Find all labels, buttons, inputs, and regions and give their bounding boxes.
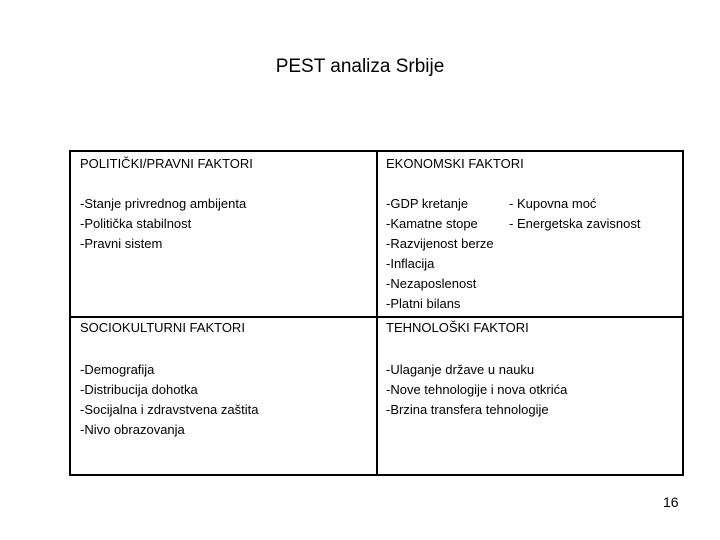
list-item: -Nivo obrazovanja (80, 422, 185, 437)
slide-title: PEST analiza Srbije (275, 56, 445, 77)
list-item: -Kamatne stope (386, 216, 478, 231)
list-item: -Politička stabilnost (80, 216, 192, 231)
list-item: -GDP kretanje (386, 196, 469, 211)
list-item: - Kupovna moć (509, 196, 597, 211)
page-number: 16 (663, 494, 679, 510)
technological-heading: TEHNOLOŠKI FAKTORI (386, 320, 529, 335)
list-item: -Socijalna i zdravstvena zaštita (80, 402, 259, 417)
column-divider (376, 152, 378, 474)
list-item: -Razvijenost berze (386, 236, 494, 251)
list-item: -Platni bilans (386, 296, 461, 311)
list-item: -Ulaganje države u nauku (386, 362, 535, 377)
list-item: -Demografija (80, 362, 155, 377)
list-item: -Stanje privrednog ambijenta (80, 196, 247, 211)
pest-table (69, 150, 684, 476)
sociocultural-heading: SOCIOKULTURNI FAKTORI (80, 320, 245, 335)
list-item: -Brzina transfera tehnologije (386, 402, 549, 417)
list-item: -Distribucija dohotka (80, 382, 198, 397)
sociocultural-list (80, 360, 258, 440)
economic-list (386, 194, 494, 314)
list-item: -Inflacija (386, 256, 435, 271)
list-item: -Nezaposlenost (386, 276, 477, 291)
political-heading: POLITIČKI/PRAVNI FAKTORI (80, 156, 253, 171)
list-item: -Pravni sistem (80, 236, 163, 251)
economic-heading: EKONOMSKI FAKTORI (386, 156, 524, 171)
political-list (80, 194, 246, 254)
technological-list (386, 360, 567, 420)
list-item: -Nove tehnologije i nova otkrića (386, 382, 568, 397)
economic-list-secondary (509, 194, 641, 234)
list-item: - Energetska zavisnost (509, 216, 641, 231)
